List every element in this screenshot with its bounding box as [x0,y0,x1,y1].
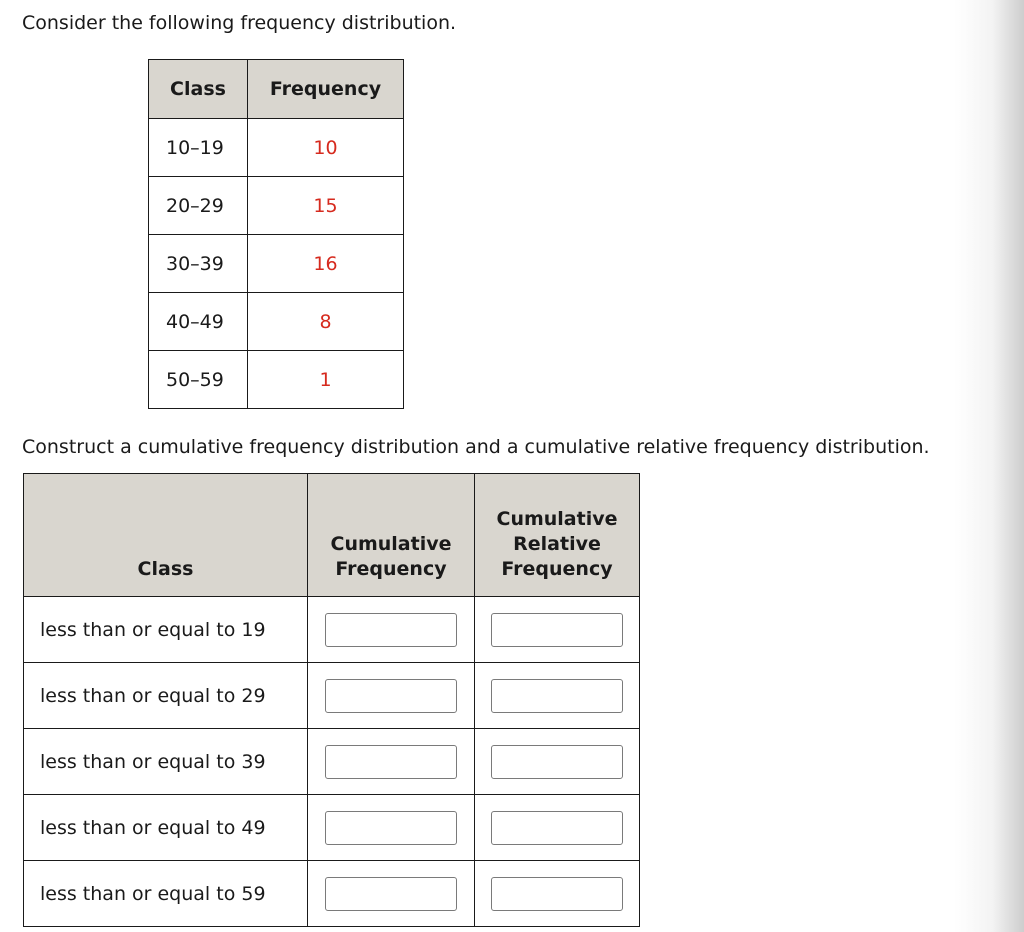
cum-freq-cell [308,597,475,663]
header-line: Relative [513,533,601,555]
cum-freq-cell [308,861,475,927]
cum-rel-freq-cell [475,729,640,795]
cum-freq-cell [308,663,475,729]
cumulative-table-header-class [24,474,308,597]
cumulative-frequency-input[interactable] [325,745,457,779]
frequency-cell: 1 [248,351,404,409]
cum-rel-freq-cell [475,795,640,861]
frequency-cell: 8 [248,293,404,351]
header-line: Frequency [335,558,447,580]
frequency-table-header-class: Class [149,60,248,119]
frequency-cell: 15 [248,177,404,235]
cumulative-frequency-input[interactable] [325,877,457,911]
cum-rel-freq-cell [475,663,640,729]
table-row [149,119,404,177]
instruction-text: Construct a cumulative frequency distribution and a cumulative relative frequency distribution. [22,436,930,458]
cumulative-frequency-input[interactable] [325,613,457,647]
header-line: Cumulative [496,508,618,530]
table-row [24,729,640,795]
cumulative-relative-frequency-input[interactable] [491,679,623,713]
table-row [149,293,404,351]
class-cell: 10–19 [149,119,248,177]
cumulative-relative-frequency-input[interactable] [491,745,623,779]
frequency-table [148,59,404,409]
class-cell: 50–59 [149,351,248,409]
cumulative-frequency-input[interactable] [325,679,457,713]
cum-freq-cell [308,729,475,795]
table-row [24,597,640,663]
cumulative-table-header-cum-freq [308,474,475,597]
cum-rel-freq-cell [475,861,640,927]
cumulative-relative-frequency-input[interactable] [491,811,623,845]
class-cell: 30–39 [149,235,248,293]
class-label: less than or equal to 39 [24,729,308,795]
table-row [24,795,640,861]
class-label: less than or equal to 19 [24,597,308,663]
page-edge-shadow [954,0,1024,932]
table-row [149,177,404,235]
frequency-cell: 10 [248,119,404,177]
cum-rel-freq-cell [475,597,640,663]
cumulative-relative-frequency-input[interactable] [491,877,623,911]
intro-text: Consider the following frequency distribution. [22,12,457,34]
frequency-table-header-frequency: Frequency [248,60,404,119]
table-row [149,351,404,409]
frequency-table-header-row [149,60,404,119]
frequency-cell: 16 [248,235,404,293]
header-line: Cumulative [330,533,452,555]
table-row [149,235,404,293]
cumulative-table-header-cum-rel-freq [475,474,640,597]
table-row [24,663,640,729]
cumulative-frequency-input[interactable] [325,811,457,845]
class-label: less than or equal to 59 [24,861,308,927]
header-class-label: Class [137,558,194,580]
cum-freq-cell [308,795,475,861]
header-line: Frequency [501,558,613,580]
table-row [24,861,640,927]
class-label: less than or equal to 49 [24,795,308,861]
class-cell: 20–29 [149,177,248,235]
class-cell: 40–49 [149,293,248,351]
cumulative-table [23,473,640,927]
cumulative-table-header-row [24,474,640,597]
class-label: less than or equal to 29 [24,663,308,729]
cumulative-relative-frequency-input[interactable] [491,613,623,647]
